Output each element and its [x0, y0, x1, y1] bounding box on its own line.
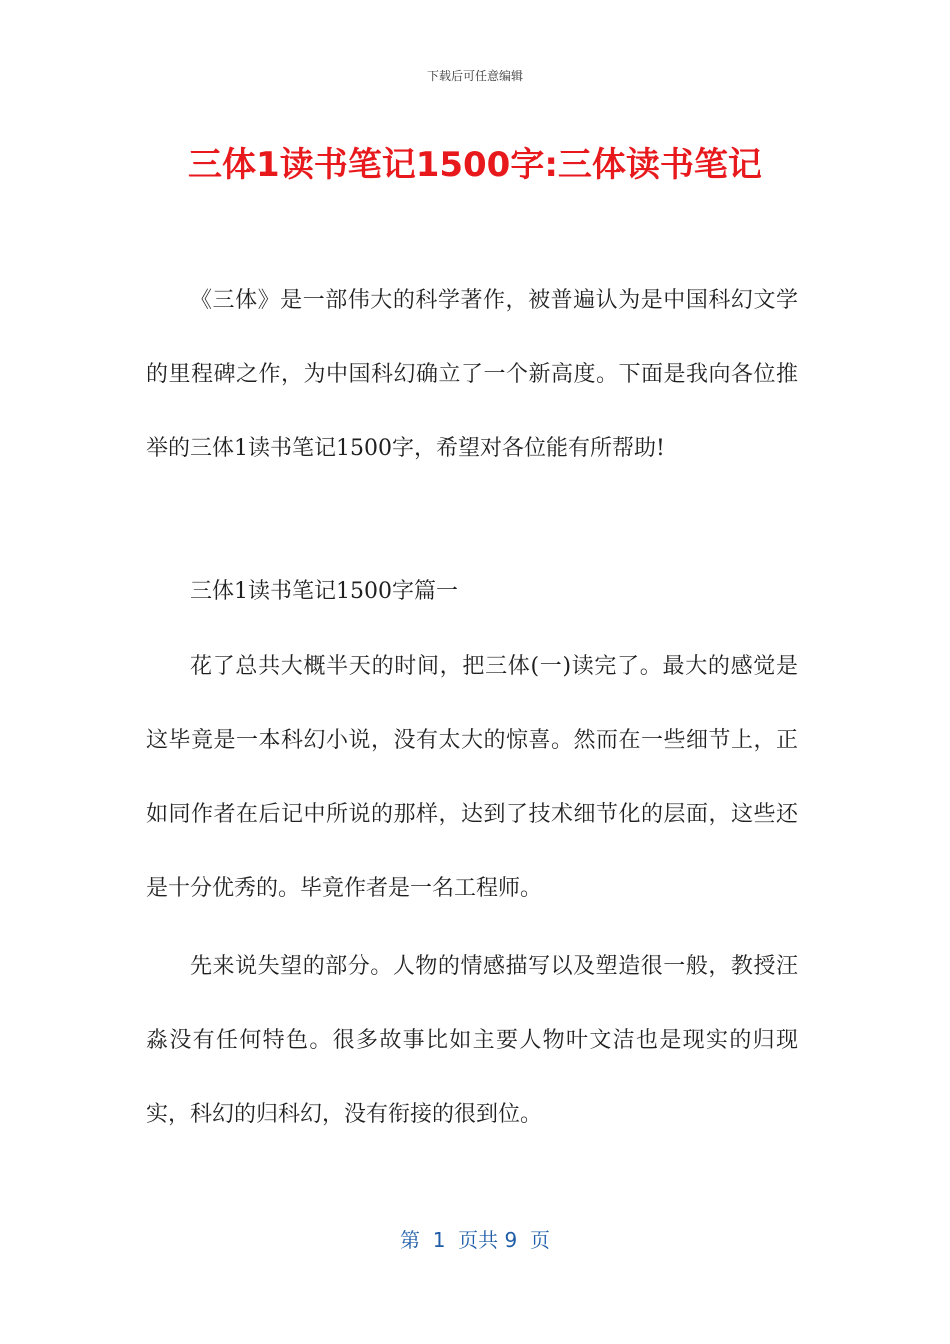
- paragraph-2-block: [146, 930, 798, 1152]
- page-number-footer: 第 1 页共 9 页: [400, 1228, 550, 1252]
- intro-paragraph: 《三体》是一部伟大的科学著作，被普遍认为是中国科幻文学的里程碑之作，为中国科幻确立了一个新高度。下面是我向各位推举的三体1读书笔记1500字，希望对各位能有所帮助!: [146, 288, 798, 461]
- paragraph-1-block: [146, 630, 798, 926]
- section-heading: 三体1读书笔记1500字篇一: [190, 579, 458, 604]
- section-heading-block: [146, 555, 798, 629]
- header-note: 下载后可任意编辑: [426, 69, 523, 83]
- paragraph-1: 花了总共大概半天的时间，把三体(一)读完了。最大的感觉是这毕竟是一本科幻小说，没有太大的惊喜。然而在一些细节上，正如同作者在后记中所说的那样，达到了技术细节化的层面，这些还是十分优秀的。毕竟作者是一名工程师。: [146, 654, 798, 901]
- document-title: 三体1读书笔记1500字:三体读书笔记: [188, 145, 762, 185]
- paragraph-2: 先来说失望的部分。人物的情感描写以及塑造很一般，教授汪淼没有任何特色。很多故事比如主要人物叶文洁也是现实的归现实，科幻的归科幻，没有衔接的很到位。: [146, 954, 798, 1127]
- intro-paragraph-block: [146, 264, 798, 486]
